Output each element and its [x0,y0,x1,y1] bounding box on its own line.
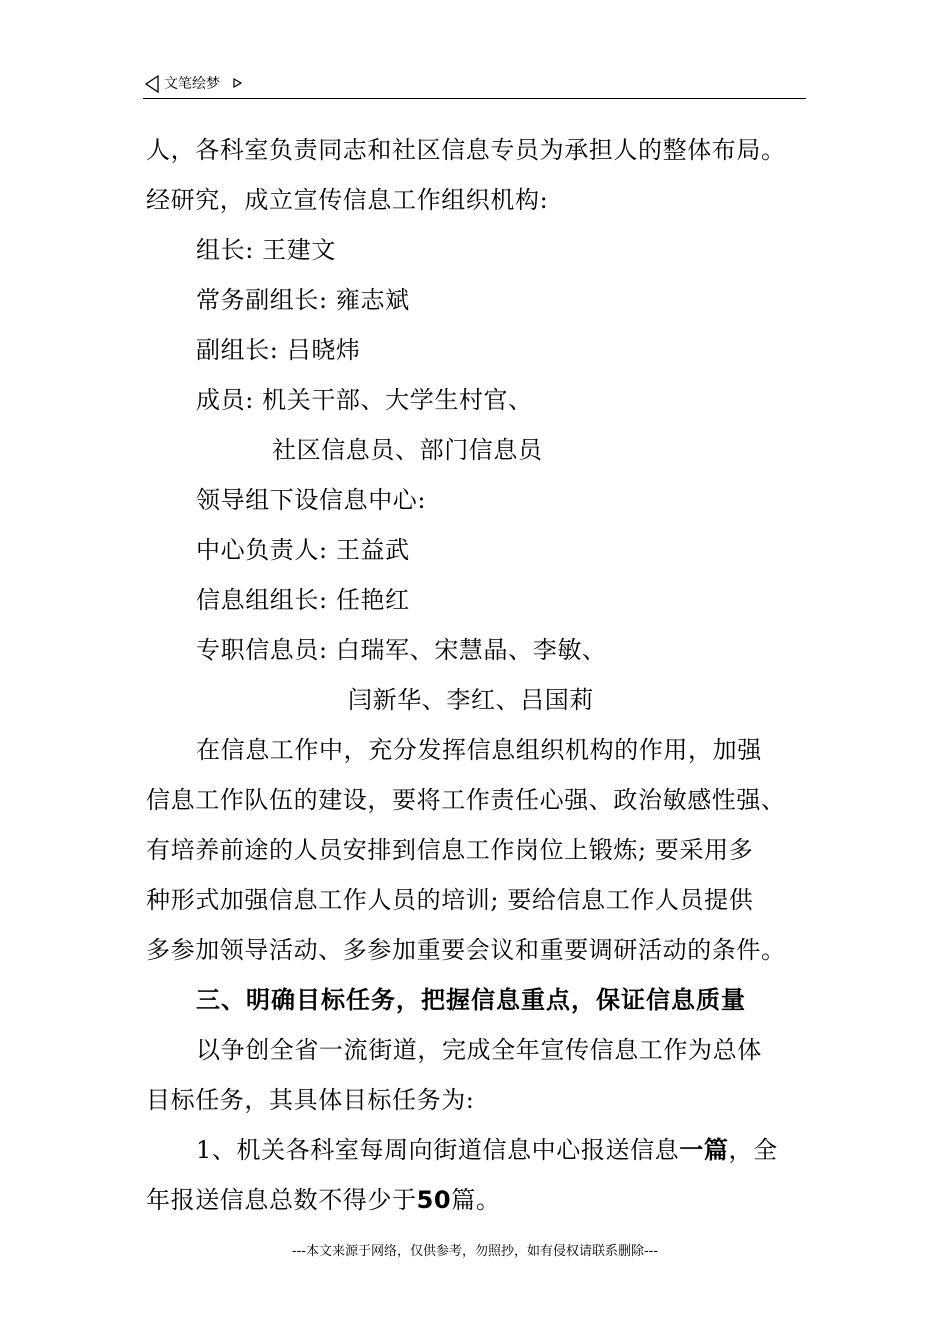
header-title: 文笔绘梦 [164,76,220,92]
page-footer: ---本文来源于网络，仅供参考，勿照抄，如有侵权请联系删除--- [291,1244,659,1259]
item-text: 篇。 [451,1186,501,1214]
triangle-right-icon [233,78,242,88]
fulltime-staff-cont: 闫新华、李红、吕国莉 [348,686,594,714]
org-deputy: 副组长: 吕晓炜 [196,336,361,364]
page-header [143,72,806,99]
item-text: 1、机关各科室每周向街道信息中心报送信息 [196,1136,680,1164]
org-exec-deputy: 常务副组长: 雍志斌 [196,286,410,314]
item-number: 50 [416,1186,452,1214]
paragraph-line: 信息工作队伍的建设，要将工作责任心强、政治敏感性强、 [146,786,786,814]
list-item-cont [146,1184,500,1216]
paragraph-line: 有培养前途的人员安排到信息工作岗位上锻炼; 要采用多 [146,836,754,864]
list-item [196,1134,778,1166]
paragraph-line: 经研究，成立宣传信息工作组织机构: [146,186,549,214]
center-head: 中心负责人: 王益武 [196,536,410,564]
fulltime-staff: 专职信息员: 白瑞军、宋慧晶、李敏、 [196,636,607,664]
item-emphasis: 一篇 [679,1136,729,1164]
org-members-cont: 社区信息员、部门信息员 [272,436,543,464]
org-members: 成员: 机关干部、大学生村官、 [196,386,533,414]
paragraph-line: 人，各科室负责同志和社区信息专员为承担人的整体布局。 [146,136,786,164]
paragraph-line: 多参加领导活动、多参加重要会议和重要调研活动的条件。 [146,936,786,964]
org-leader: 组长: 王建文 [196,236,336,264]
item-text: 年报送信息总数不得少于 [146,1186,417,1214]
section-heading: 三、明确目标任务，把握信息重点，保证信息质量 [196,986,746,1014]
item-text: ，全 [728,1136,778,1164]
triangle-left-icon [145,75,159,93]
info-group-leader: 信息组组长: 任艳红 [196,586,410,614]
paragraph-line: 种形式加强信息工作人员的培训; 要给信息工作人员提供 [146,886,754,914]
paragraph-line: 目标任务，其具体目标任务为: [146,1086,475,1114]
paragraph-line: 在信息工作中，充分发挥信息组织机构的作用，加强 [196,736,762,764]
paragraph-line: 以争创全省一流街道，完成全年宣传信息工作为总体 [196,1036,762,1064]
center-intro: 领导组下设信息中心: [196,486,427,514]
